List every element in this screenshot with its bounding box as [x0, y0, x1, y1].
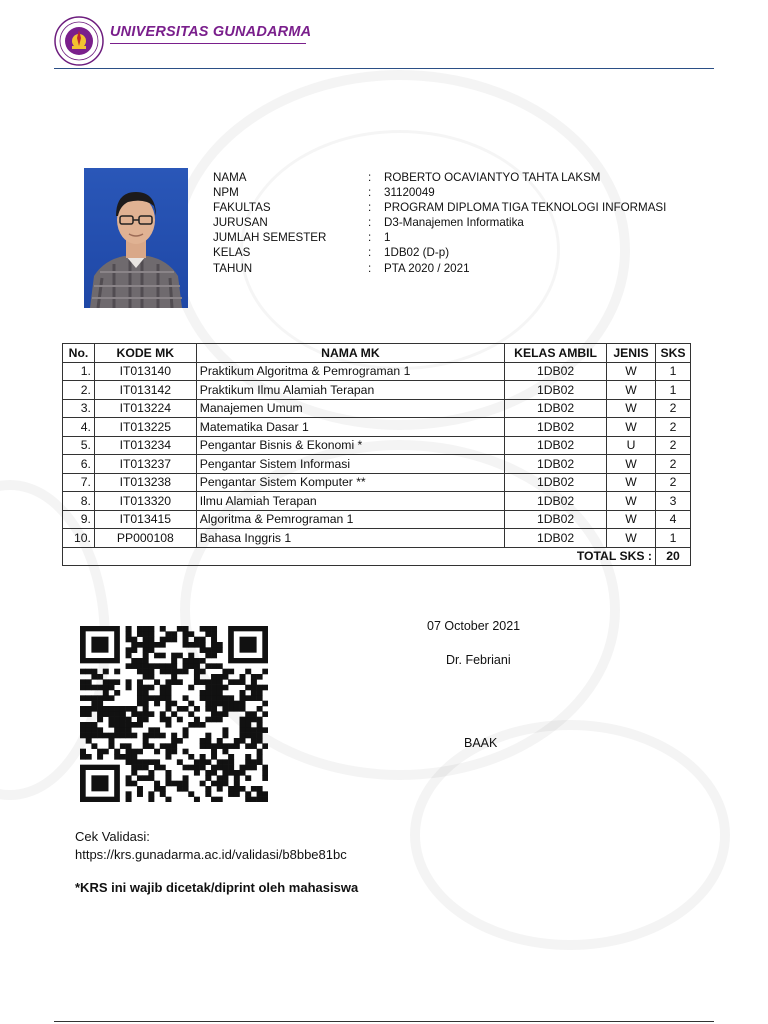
- cell-nama: Pengantar Bisnis & Ekonomi *: [196, 436, 504, 455]
- cell-no: 9.: [63, 510, 95, 529]
- info-colon: :: [368, 171, 372, 184]
- info-row-jurusan: [213, 215, 713, 230]
- cell-sks: 4: [655, 510, 690, 529]
- table-row: [63, 362, 691, 381]
- cell-kelas: 1DB02: [505, 381, 607, 400]
- info-colon: :: [368, 201, 372, 215]
- student-photo: [84, 168, 188, 308]
- validation-label: Cek Validasi:: [75, 829, 150, 844]
- cell-kode: IT013142: [94, 381, 196, 400]
- table-row: [63, 529, 691, 548]
- cell-kelas: 1DB02: [505, 510, 607, 529]
- cell-kelas: 1DB02: [505, 418, 607, 437]
- table-row: [63, 381, 691, 400]
- student-info: [213, 170, 713, 276]
- cell-jenis: U: [607, 436, 656, 455]
- cell-sks: 2: [655, 418, 690, 437]
- cell-kode: IT013225: [94, 418, 196, 437]
- info-row-tahun: [213, 261, 713, 276]
- cell-kelas: 1DB02: [505, 492, 607, 511]
- cell-no: 7.: [63, 473, 95, 492]
- cell-no: 8.: [63, 492, 95, 511]
- table-row: [63, 473, 691, 492]
- header-no: No.: [63, 344, 95, 363]
- info-row-fakultas: [213, 200, 713, 215]
- cell-no: 2.: [63, 381, 95, 400]
- signature-date: 07 October 2021: [427, 619, 521, 633]
- table-row: [63, 399, 691, 418]
- info-value: D3-Manajemen Informatika: [384, 216, 524, 230]
- cell-kode: IT013224: [94, 399, 196, 418]
- university-name-underline: [110, 43, 306, 44]
- table-row: [63, 418, 691, 437]
- info-row-semester: [213, 230, 713, 245]
- print-note: *KRS ini wajib dicetak/diprint oleh mahasiswa: [75, 880, 359, 895]
- header-sks: SKS: [655, 344, 690, 363]
- total-sks-value: 20: [655, 547, 690, 566]
- cell-jenis: W: [607, 492, 656, 511]
- footer-divider: [54, 1021, 714, 1022]
- signature-name: Dr. Febriani: [446, 653, 511, 667]
- cell-sks: 3: [655, 492, 690, 511]
- total-blank: [63, 547, 505, 566]
- cell-no: 6.: [63, 455, 95, 474]
- info-value: PROGRAM DIPLOMA TIGA TEKNOLOGI INFORMASI: [384, 201, 667, 215]
- cell-jenis: W: [607, 399, 656, 418]
- info-value: PTA 2020 / 2021: [384, 261, 470, 275]
- course-table: [62, 343, 691, 566]
- cell-kelas: 1DB02: [505, 529, 607, 548]
- info-label: TAHUN: [213, 261, 253, 275]
- info-label: NAMA: [213, 171, 247, 184]
- total-sks-label: TOTAL SKS :: [505, 547, 656, 566]
- info-label: KELAS: [213, 246, 251, 260]
- cell-no: 1.: [63, 362, 95, 381]
- cell-kelas: 1DB02: [505, 362, 607, 381]
- cell-nama: Algoritma & Pemrograman 1: [196, 510, 504, 529]
- info-colon: :: [368, 231, 372, 245]
- total-row: [63, 547, 691, 566]
- cell-kode: IT013234: [94, 436, 196, 455]
- cell-kelas: 1DB02: [505, 436, 607, 455]
- table-header-row: [63, 344, 691, 363]
- cell-jenis: W: [607, 529, 656, 548]
- info-value: 31120049: [384, 186, 435, 200]
- cell-kode: IT013320: [94, 492, 196, 511]
- cell-nama: Pengantar Sistem Informasi: [196, 455, 504, 474]
- watermark-seal-bottom: [410, 720, 730, 950]
- info-value: 1: [384, 231, 391, 245]
- cell-nama: Manajemen Umum: [196, 399, 504, 418]
- cell-nama: Bahasa Inggris 1: [196, 529, 504, 548]
- cell-sks: 2: [655, 473, 690, 492]
- header-nama-mk: NAMA MK: [196, 344, 504, 363]
- info-row-nama: [213, 170, 713, 185]
- cell-nama: Praktikum Ilmu Alamiah Terapan: [196, 381, 504, 400]
- cell-kode: PP000108: [94, 529, 196, 548]
- cell-nama: Praktikum Algoritma & Pemrograman 1: [196, 362, 504, 381]
- info-row-kelas: [213, 245, 713, 260]
- cell-jenis: W: [607, 418, 656, 437]
- cell-no: 3.: [63, 399, 95, 418]
- cell-nama: Ilmu Alamiah Terapan: [196, 492, 504, 511]
- info-label: FAKULTAS: [213, 201, 271, 215]
- cell-jenis: W: [607, 381, 656, 400]
- university-seal-icon: [54, 16, 104, 66]
- header-jenis: JENIS: [607, 344, 656, 363]
- cell-nama: Matematika Dasar 1: [196, 418, 504, 437]
- info-colon: :: [368, 186, 372, 200]
- cell-kelas: 1DB02: [505, 473, 607, 492]
- info-row-npm: [213, 185, 713, 200]
- cell-kelas: 1DB02: [505, 399, 607, 418]
- document-header: [54, 16, 714, 66]
- info-label: JUMLAH SEMESTER: [213, 231, 327, 245]
- cell-no: 10.: [63, 529, 95, 548]
- cell-sks: 1: [655, 529, 690, 548]
- cell-jenis: W: [607, 362, 656, 381]
- cell-kode: IT013140: [94, 362, 196, 381]
- cell-kode: IT013238: [94, 473, 196, 492]
- cell-nama: Pengantar Sistem Komputer **: [196, 473, 504, 492]
- header-kelas-ambil: KELAS AMBIL: [505, 344, 607, 363]
- info-label: JURUSAN: [213, 216, 268, 230]
- cell-sks: 1: [655, 381, 690, 400]
- info-colon: :: [368, 261, 372, 275]
- cell-sks: 2: [655, 436, 690, 455]
- cell-kelas: 1DB02: [505, 455, 607, 474]
- table-row: [63, 436, 691, 455]
- cell-kode: IT013237: [94, 455, 196, 474]
- info-colon: :: [368, 246, 372, 260]
- header-kode-mk: KODE MK: [94, 344, 196, 363]
- university-name: UNIVERSITAS GUNADARMA: [110, 24, 312, 40]
- cell-jenis: W: [607, 473, 656, 492]
- table-row: [63, 455, 691, 474]
- cell-sks: 2: [655, 399, 690, 418]
- info-label: NPM: [213, 186, 239, 200]
- info-value: 1DB02 (D-p): [384, 246, 450, 260]
- cell-no: 5.: [63, 436, 95, 455]
- cell-jenis: W: [607, 455, 656, 474]
- info-colon: :: [368, 216, 372, 230]
- cell-jenis: W: [607, 510, 656, 529]
- qr-code: [80, 626, 268, 802]
- header-divider: [54, 68, 714, 69]
- signature-office: BAAK: [464, 736, 498, 750]
- cell-sks: 2: [655, 455, 690, 474]
- validation-url[interactable]: https://krs.gunadarma.ac.id/validasi/b8bbe81bc: [75, 847, 347, 862]
- table-row: [63, 510, 691, 529]
- info-value: ROBERTO OCAVIANTYO TAHTA LAKSM: [384, 171, 601, 184]
- table-row: [63, 492, 691, 511]
- cell-sks: 1: [655, 362, 690, 381]
- cell-no: 4.: [63, 418, 95, 437]
- cell-kode: IT013415: [94, 510, 196, 529]
